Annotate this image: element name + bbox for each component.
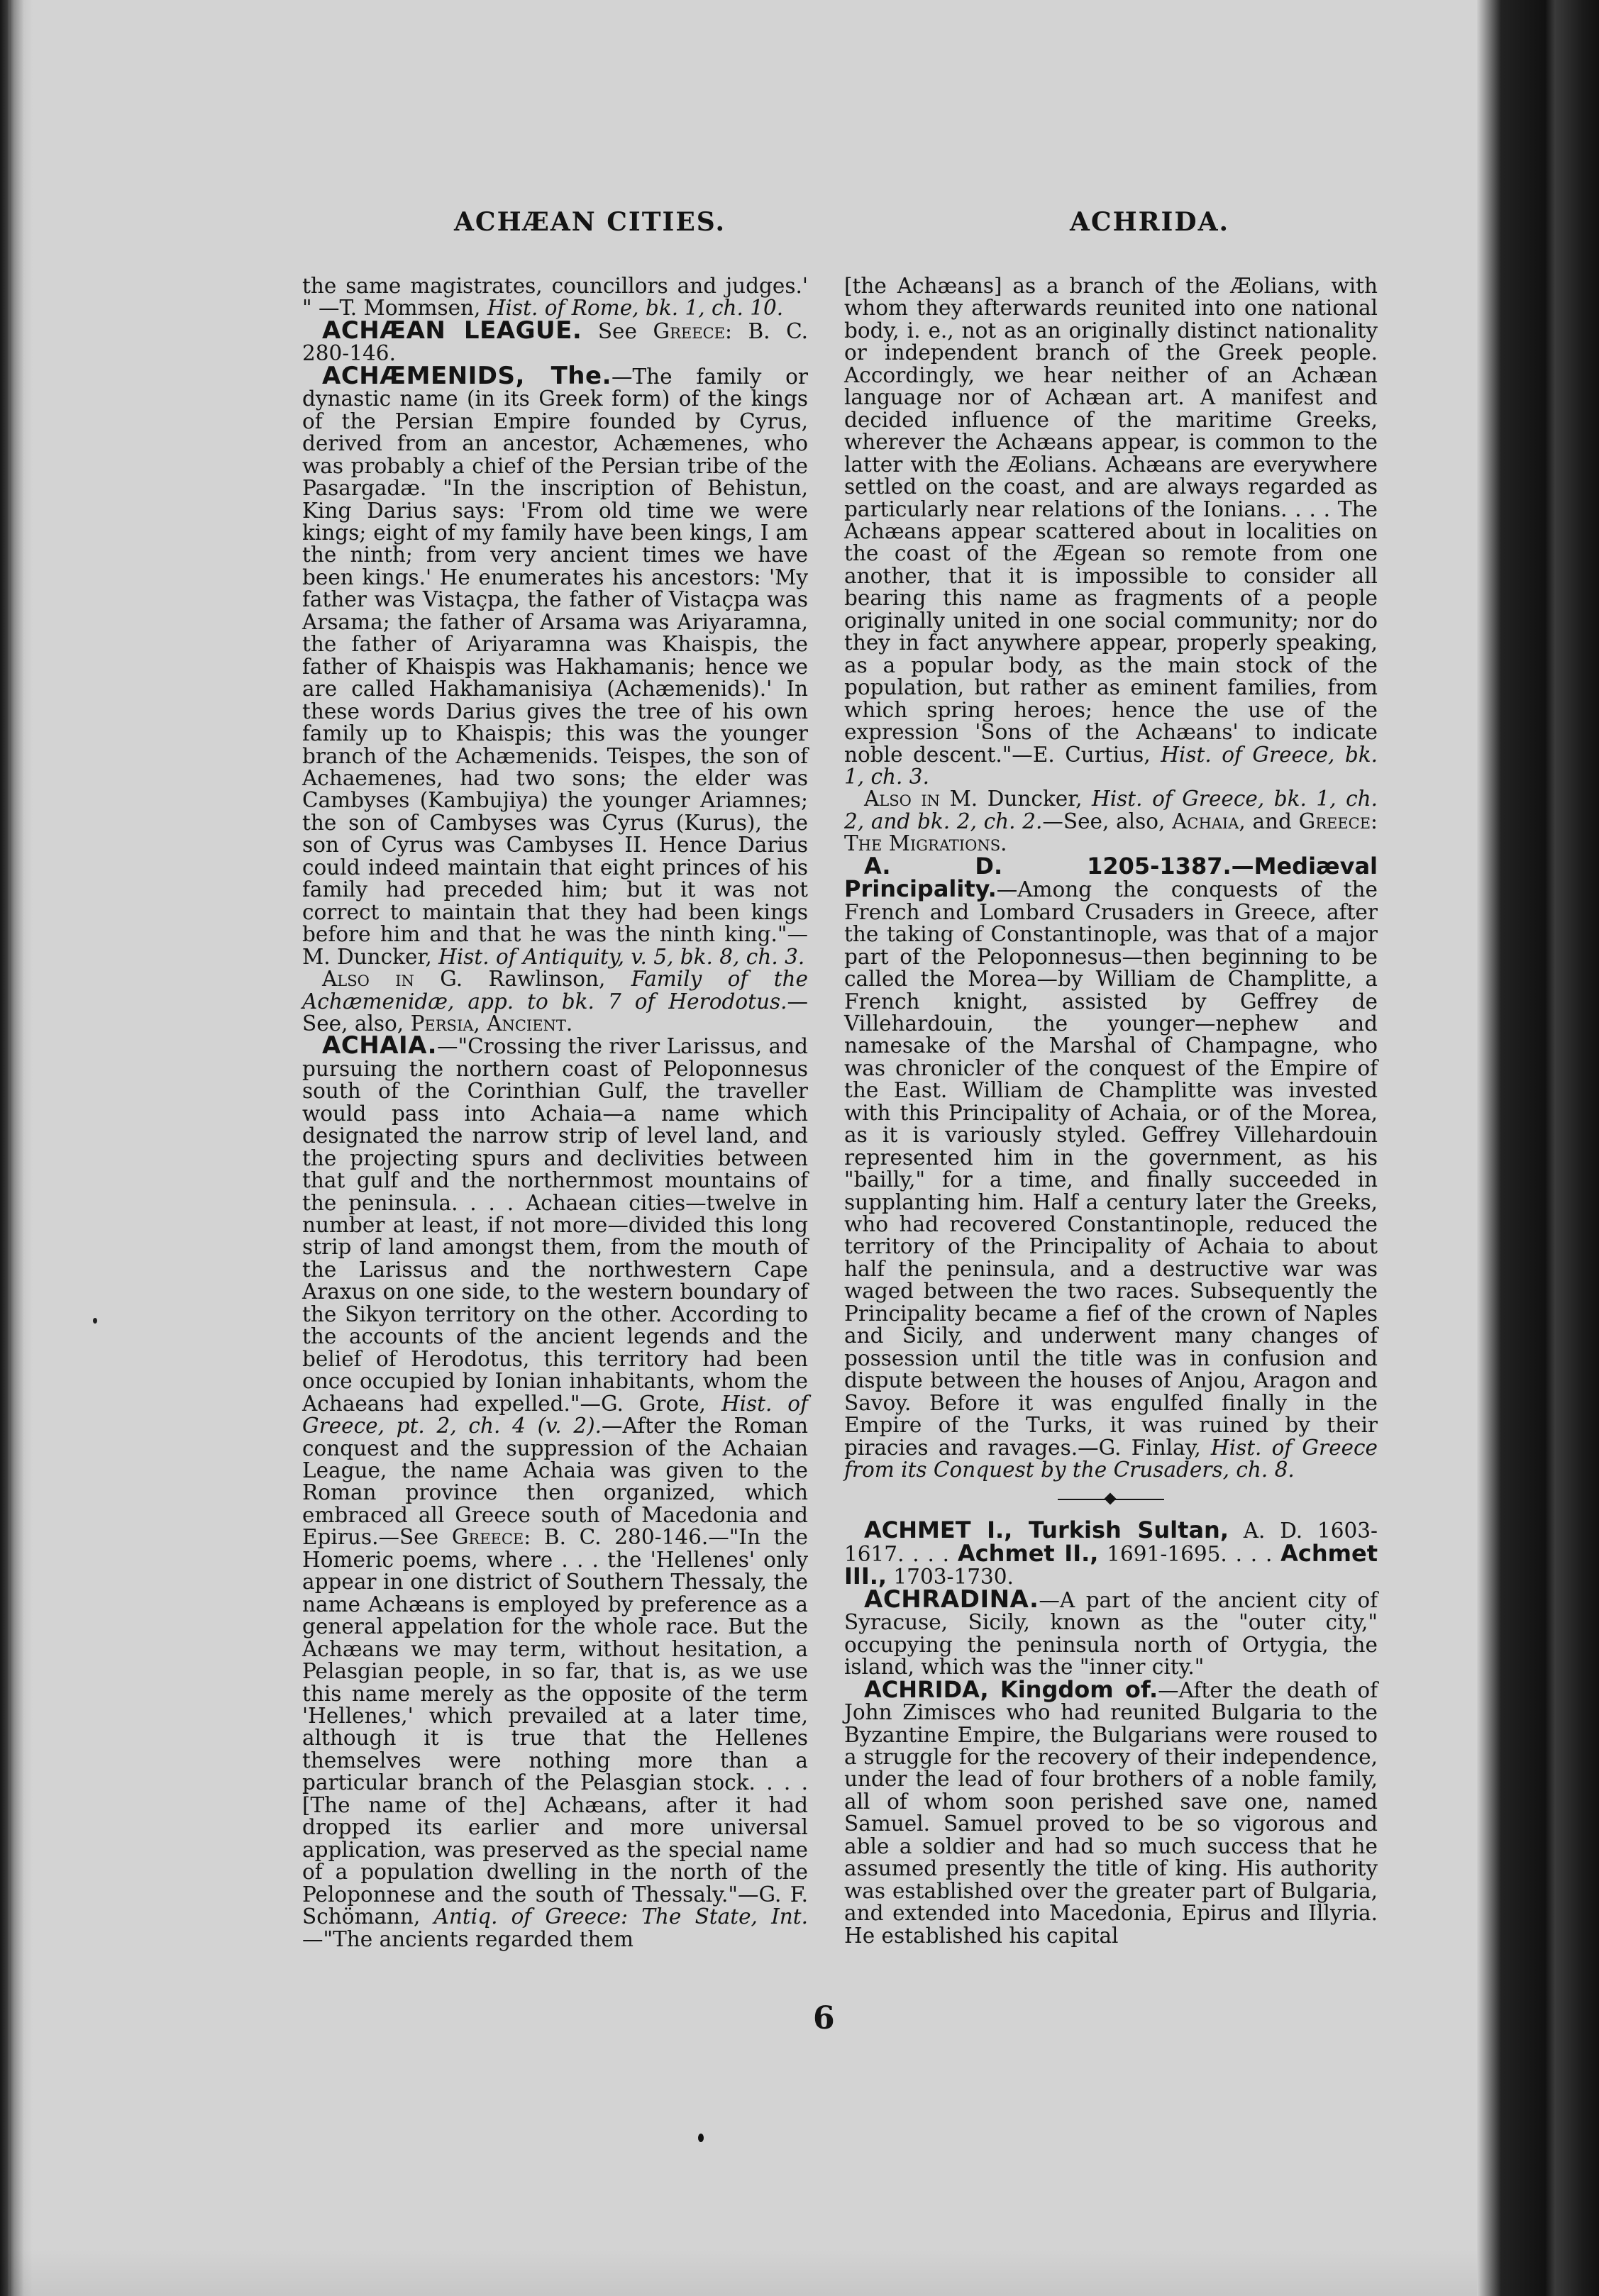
- cross-reference: Greece: [653, 318, 725, 343]
- entry-achrida: ACHRIDA, Kingdom of.—After the death of John Zimisces who had reunited Bulgaria to the Byzantine Empire, the Bulgarians were roused to a struggle for the recovery of their independence, under the lead of four brothers of a noble family, all of whom soon perished save one, named Samuel. Samuel proved to be so vigorous and able a soldier and had so much success that he assumed presently the title of king. His authority was established over the greater part of Bulgaria, and extended into Macedonia, Epirus and Illyria. He established his capital: [844, 1675, 1378, 1948]
- entry-achaemenids: ACHÆMENIDS, The.—The family or dynastic name (in its Greek form) of the kings of the Persian Empire founded by Cyrus, derived from an ancestor, Achæmenes, who was probably a chief of the Persian tribe of the Pasargadæ. "In the inscription of Behistun, King Darius says: 'From old time we were kings; eight of my family have been kings, I am the ninth; from very ancient times we have been kings.' He enumerates his ancestors: 'My father was Vistaçpa, the father of Vistaçpa was Arsama; the father of Arsama was Ariyaramna, the father of Ariyaramna was Khaispis, the father of Khaispis was Hakhamanis; hence we are called Hakhamanisiya (Achæmenids).' In these words Darius gives the tree of his own family up to Khaispis; this was the younger branch of the Achæmenids. Teispes, the son of Achaemenes, had two sons; the elder was Cambyses (Kambujiya) the younger Ariamnes; the son of Cambyses was Cyrus (Kurus), the son of Cyrus was Cambyses II. Hence Darius could indeed maintain that eight princes of his family had preceded him; but it was not correct to maintain that they had been kings before him and that he was the ninth king."—M. Duncker, Hist. of Antiquity, v. 5, bk. 8, ch. 3.: [302, 361, 808, 969]
- headword: ACHÆMENIDS, The.: [322, 361, 612, 390]
- scan-dark-margin: [1477, 0, 1599, 2296]
- continuation-paragraph: the same magistrates, councillors and judges.' " —T. Mommsen, Hist. of Rome, bk. 1, ch. 10.: [302, 274, 808, 321]
- page-number: 6: [813, 2000, 835, 2036]
- diamond-ornament-icon: [1105, 1493, 1117, 1505]
- entry-achaia: ACHAIA.—"Crossing the river Larissus, and pursuing the northern coast of Peloponnesus south of the Corinthian Gulf, the traveller would pass into Achaia—a name which designated the narrow strip of level land, and the projecting spurs and declivities between that gulf and the northernmost mountains of the peninsula. . . . Achaean cities—twelve in number at least, if not more—divided this long strip of land amongst them, from the mouth of the Larissus and the northwestern Cape Araxus on one side, to the western boundary of the Sikyon territory on the other. According to the accounts of the ancient legends and the belief of Herodotus, this territory had been once occupied by Ionian inhabitants, whom the Achaeans had expelled."—G. Grote, Hist. of Greece, pt. 2, ch. 4 (v. 2).—After the Roman conquest and the suppression of the Achaian League, the name Achaia was given to the Roman province then organized, which embraced all Greece south of Macedonia and Epirus.—See Greece: B. C. 280-146.—"In the Homeric poems, where . . . the 'Hellenes' only appear in one district of Southern Thessaly, the name Achæans is employed by preference as a general appelation for the whole race. But the Achæans we may term, without hesitation, a Pelasgian people, in so far, that is, as we use this name merely as the opposite of the term 'Hellenes,' which prevailed at a later time, although it is true that the Hellenes themselves were nothing more than a particular branch of the Pelasgian stock. . . . [The name of the] Achæans, after it had dropped its earlier and more universal application, was preserved as the special name of a population dwelling in the north of the Peloponnese and the south of Thessaly."—G. F. Schömann, Antiq. of Greece: The State, Int.—"The ancients regarded them: [302, 1031, 808, 1951]
- scan-shadow: [0, 2248, 1477, 2296]
- subheading: A. D. 1205-1387.—Mediæval Principality.: [844, 852, 1378, 903]
- headword: ACHRADINA.: [864, 1585, 1039, 1614]
- entry-achmet: ACHMET I., Turkish Sultan, A. D. 1603-1617. . . . Achmet II., 1691-1695. . . . Achmet III., 1703-1730.: [844, 1516, 1378, 1590]
- ink-speck: [93, 1318, 97, 1324]
- left-column: [302, 275, 808, 1951]
- headword: ACHRIDA, Kingdom of.: [864, 1675, 1158, 1703]
- entry-achaean-league: ACHÆAN LEAGUE. See Greece: B. C. 280-146.: [302, 316, 808, 366]
- running-head-left: ACHÆAN CITIES.: [454, 207, 726, 237]
- continuation-paragraph: [the Achæans] as a branch of the Æolians, with whom they afterwards reunited into one national body, i. e., not as an originally distinct nationality or independent branch of the Greek people. Accordingly, we hear neither of an Achæan language nor of Achæan art. A manifest and decided influence of the maritime Greeks, wherever the Achæans appear, is common to the latter with the Æolians. Achæans are everywhere settled on the coast, and are always regarded as particularly near relations of the Ionians. . . . The Achæans appear scattered about in localities on the coast of the Ægean so remote from one another, that it is impossible to consider all bearing this name as fragments of a people originally united in one social community; nor do they in fact anywhere appear, properly speaking, as a popular body, as the main stock of the population, but rather as eminent families, from which spring heroes; hence the use of the expression 'Sons of the Achæans' to indicate noble descent."—E. Curtius, Hist. of Greece, bk. 1, ch. 3.: [844, 274, 1378, 789]
- headword: ACHAIA.: [322, 1031, 438, 1060]
- also-in-note: Also in G. Rawlinson, Family of the Achæmenidæ, app. to bk. 7 of Herodotus.—See, also, Persia, Ancient.: [302, 967, 809, 1036]
- section-divider: [1058, 1494, 1164, 1505]
- page-binding-edge: [0, 0, 33, 2296]
- right-column: [844, 275, 1378, 1947]
- entry-mediaeval-principality: A. D. 1205-1387.—Mediæval Principality.—Among the conquests of the French and Lombard Crusaders in Greece, after the taking of Constantinople, was that of a major part of the Peloponnesus—then beginning to be called the Morea—by William de Champlitte, a French knight, assisted by Geffrey de Villehardouin, the younger—nephew and namesake of the Marshal of Champagne, who was chronicler of the conquest of the Empire of the East. William de Champlitte was invested with this Principality of Achaia, or of the Morea, as it is variously styled. Geffrey Villehardouin represented him in the government, as his "bailly," for a time, and finally succeeded in supplanting him. Half a century later the Greeks, who had recovered Constantinople, reduced the territory of the Principality of Achaia to about half the peninsula, and a destructive war was waged between the two races. Subsequently the Principality became a fief of the crown of Naples and Sicily, and underwent many changes of possession until the title was in confusion and dispute between the houses of Anjou, Aragon and Savoy. Before it was engulfed finally in the Empire of the Turks, it was ruined by their piracies and ravages.—G. Finlay, Hist. of Greece from its Conquest by the Crusaders, ch. 8.: [844, 852, 1378, 1482]
- ink-speck: [698, 2134, 704, 2142]
- headword: ACHÆAN LEAGUE.: [322, 316, 582, 345]
- running-head-right: ACHRIDA.: [1070, 207, 1230, 237]
- cross-reference: Persia, Ancient.: [410, 1011, 573, 1036]
- cross-reference: Greece: [451, 1525, 524, 1550]
- also-in-note: Also in M. Duncker, Hist. of Greece, bk. 1, ch. 2, and bk. 2, ch. 2.—See, also, Achaia, and Greece: The Migrations.: [844, 787, 1378, 856]
- entry-achradina: ACHRADINA.—A part of the ancient city of Syracuse, Sicily, known as the "outer city," occupying the peninsula north of Ortygia, the island, which was the "inner city.": [844, 1585, 1378, 1680]
- cross-reference: Greece: The Migrations.: [844, 809, 1378, 856]
- cross-reference: Achaia: [1172, 809, 1239, 833]
- headword: ACHMET I., Turkish Sultan,: [864, 1516, 1229, 1544]
